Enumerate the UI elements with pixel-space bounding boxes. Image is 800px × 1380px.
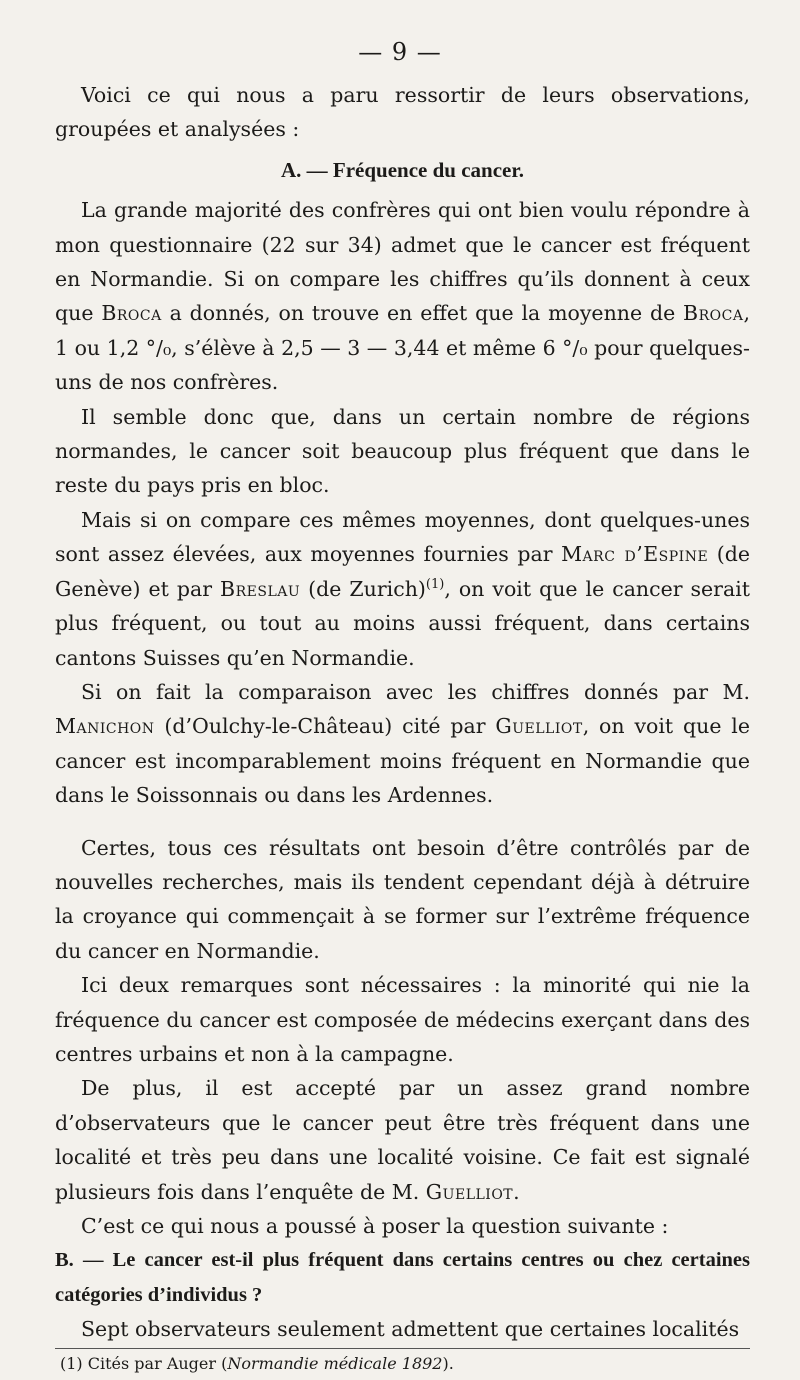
text-run: (d’Oulchy-le-Château) cité par [154,714,496,739]
author-name: Broca [101,301,162,326]
paragraph-question: C’est ce qui nous a poussé à poser la question suivante : [81,1214,669,1238]
paragraph-remarks: Ici deux remarques sont nécessaires : la minorité qui nie la fréquence du cancer est composée de médecins exerçant dans des centres urbains et non à la campagne. [55,973,750,1066]
paragraph-intro: Voici ce qui nous a paru ressortir de leurs observations, groupées et analysées : [55,83,750,142]
footnote-suffix: ). [442,1354,454,1373]
footnote-source: Normandie médicale 1892 [227,1354,443,1373]
footnote [60,1353,750,1375]
author-name: Broca [683,301,744,326]
footnote-divider [55,1348,750,1349]
text-run: , on voit que le cancer serait plus fréquent, ou tout au moins aussi fréquent, dans certains cantons Suisses qu’en Normandie. [55,576,750,670]
text-run: . [513,1179,520,1204]
text-run: La grande majorité des confrères qui ont bien voulu répondre à mon questionnaire (22 sur 34) admet que le cancer est fréquent en Normandie. Si on compare les chiffres qu’ils donnent à ceux que [55,198,750,326]
paragraph-observers: Sept observateurs seulement admettent que certaines localités [81,1317,740,1342]
author-name: Manichon [55,714,155,739]
text-run: , on voit que le cancer est incomparablement moins fréquent en Normandie que dans le Soissonnais ou dans les Ardennes. [55,714,750,808]
text-run: (de Genève) et par [55,542,750,601]
text-run: Mais si on compare ces mêmes moyennes, dont quelques-unes sont assez élevées, aux moyennes fournies par [55,507,750,567]
author-name: Breslau [220,576,301,601]
paragraph-regions: Il semble donc que, dans un certain nombre de régions normandes, le cancer soit beaucoup plus fréquent que dans le reste du pays pris en bloc. [55,404,750,498]
section-heading-a: A. — Fréquence du cancer. [280,157,525,182]
paragraph-results: Certes, tous ces résultats ont besoin d’être contrôlés par de nouvelles recherches, mais ils tendent cependant déjà à détruire la croyance qui commençait à se former sur l’extrême fréquence du cancer en Normandie. [55,835,750,963]
author-name: Guelliot [425,1179,514,1204]
text-run: De plus, il est accepté par un assez grand nombre d’observateurs que le cancer peut être très fréquent dans une localité et très peu dans une localité voisine. Ce fait est signalé plusieurs fois dans l’enquête de M. [55,1076,750,1204]
page-number: — 9 — [358,38,442,66]
paragraph-soissonnais [55,675,750,813]
section-heading-b: B. — Le cancer est-il plus fréquent dans certains centres ou chez certaines catégories d’individus ? [55,1249,750,1306]
author-name: Marc d’Espine [561,542,709,567]
text-run: a donnés, on trouve en effet que la moyenne de [161,301,684,326]
author-name: Guelliot [495,714,583,739]
footnote-ref: (1) [425,576,445,592]
paragraph-localities [55,1071,750,1209]
body-text [55,78,750,1347]
paragraph-frequency [55,193,750,399]
text-run: , 1 ou 1,2 °/₀, s’élève à 2,5 — 3 — 3,44 et même 6 °/₀ pour quelques-uns de nos confrères. [55,301,750,395]
paragraph-swiss [55,503,750,675]
text-run: Si on fait la comparaison avec les chiffres donnés par M. [81,679,750,704]
footnote-prefix: (1) Cités par Auger ( [60,1354,228,1373]
text-run: (de Zurich) [300,576,426,601]
